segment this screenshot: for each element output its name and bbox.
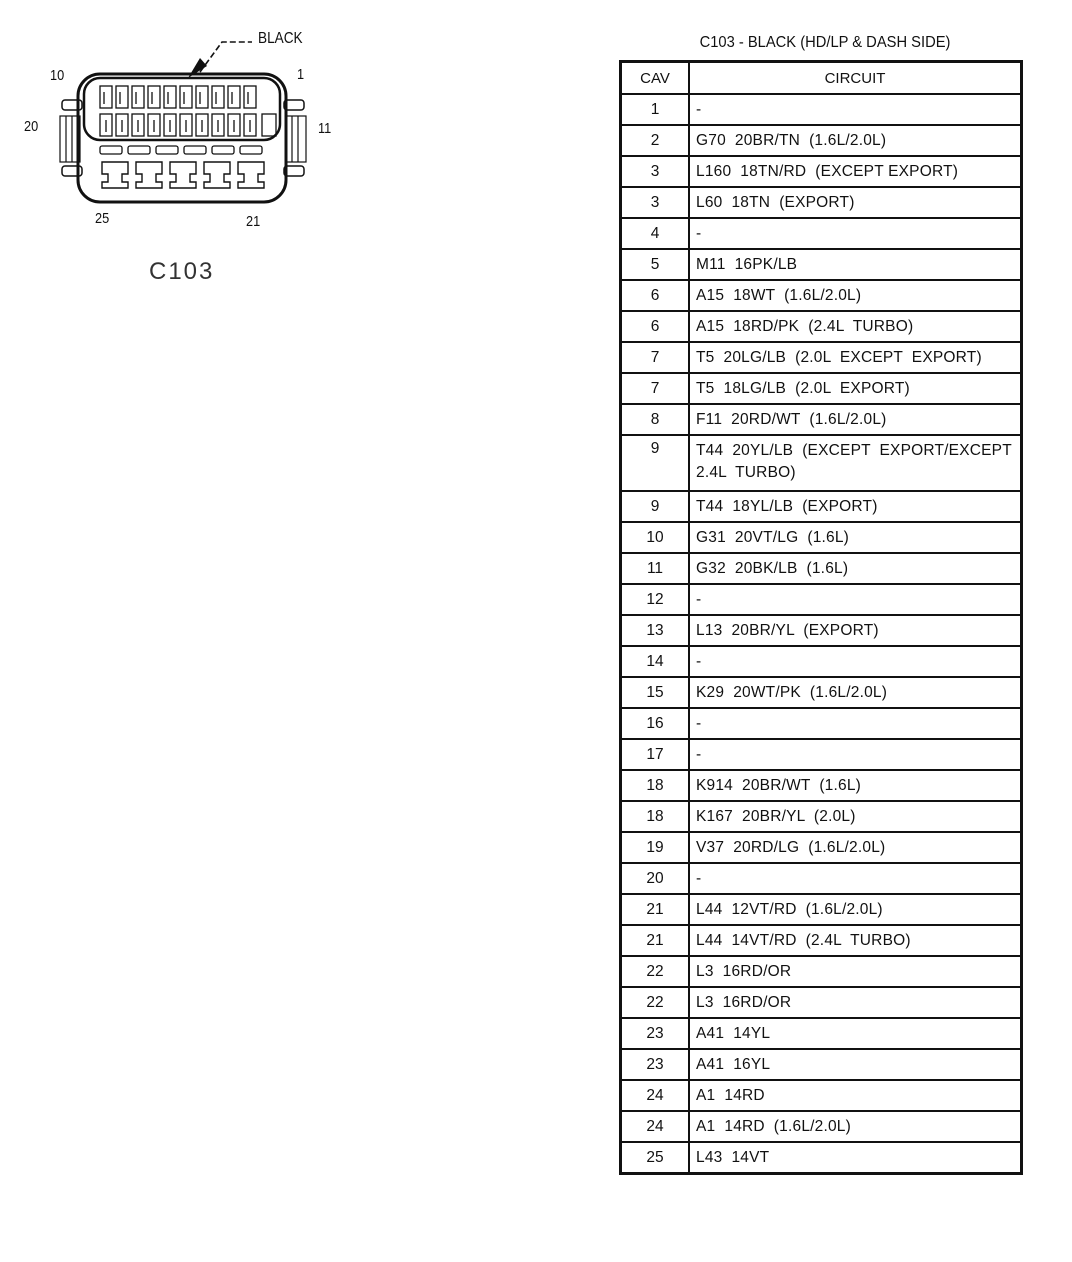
cav-cell: 13 <box>621 615 690 646</box>
circuit-cell: L44 14VT/RD (2.4L TURBO) <box>689 925 1022 956</box>
pinout-table-body <box>621 94 1022 1174</box>
table-row <box>621 956 1022 987</box>
pinout-table <box>619 60 1023 1175</box>
table-row <box>621 435 1022 491</box>
side-ribbing-right <box>286 116 306 162</box>
circuit-cell: L43 14VT <box>689 1142 1022 1174</box>
table-row <box>621 404 1022 435</box>
circuit-cell: G31 20VT/LG (1.6L) <box>689 522 1022 553</box>
table-row <box>621 677 1022 708</box>
circuit-cell: A41 14YL <box>689 1018 1022 1049</box>
table-row <box>621 894 1022 925</box>
pin-label-10: 10 <box>50 67 65 84</box>
circuit-cell: T44 20YL/LB (EXCEPT EXPORT/EXCEPT 2.4L TURBO) <box>689 435 1022 491</box>
cav-cell: 6 <box>621 311 690 342</box>
table-row <box>621 373 1022 404</box>
cav-cell: 23 <box>621 1049 690 1080</box>
table-row <box>621 801 1022 832</box>
circuit-cell: G70 20BR/TN (1.6L/2.0L) <box>689 125 1022 156</box>
circuit-cell: - <box>689 584 1022 615</box>
cav-cell: 18 <box>621 801 690 832</box>
cav-cell: 25 <box>621 1142 690 1174</box>
circuit-cell: L160 18TN/RD (EXCEPT EXPORT) <box>689 156 1022 187</box>
table-row <box>621 280 1022 311</box>
table-row <box>621 553 1022 584</box>
cav-cell: 12 <box>621 584 690 615</box>
cav-cell: 23 <box>621 1018 690 1049</box>
cav-cell: 9 <box>621 435 690 491</box>
cav-cell: 1 <box>621 94 690 125</box>
table-row <box>621 1111 1022 1142</box>
cav-cell: 5 <box>621 249 690 280</box>
circuit-cell: - <box>689 739 1022 770</box>
cav-cell: 8 <box>621 404 690 435</box>
table-row <box>621 987 1022 1018</box>
table-row <box>621 491 1022 522</box>
pin-label-20: 20 <box>24 118 39 135</box>
cav-cell: 18 <box>621 770 690 801</box>
table-row <box>621 342 1022 373</box>
circuit-cell: A1 14RD <box>689 1080 1022 1111</box>
cav-cell: 11 <box>621 553 690 584</box>
table-row <box>621 584 1022 615</box>
circuit-cell: L60 18TN (EXPORT) <box>689 187 1022 218</box>
separator-strip <box>100 146 262 154</box>
pin-label-1: 1 <box>297 66 305 83</box>
circuit-cell: G32 20BK/LB (1.6L) <box>689 553 1022 584</box>
cav-cell: 4 <box>621 218 690 249</box>
cav-cell: 2 <box>621 125 690 156</box>
cavity-row-3 <box>102 162 264 188</box>
circuit-column-header: CIRCUIT <box>689 62 1022 95</box>
circuit-cell: - <box>689 218 1022 249</box>
circuit-cell: A41 16YL <box>689 1049 1022 1080</box>
circuit-cell: - <box>689 708 1022 739</box>
cav-cell: 14 <box>621 646 690 677</box>
table-row <box>621 708 1022 739</box>
table-row <box>621 249 1022 280</box>
circuit-cell: T5 18LG/LB (2.0L EXPORT) <box>689 373 1022 404</box>
cav-cell: 16 <box>621 708 690 739</box>
table-row <box>621 1018 1022 1049</box>
table-row <box>621 156 1022 187</box>
cav-cell: 9 <box>621 491 690 522</box>
table-row <box>621 1080 1022 1111</box>
cav-cell: 6 <box>621 280 690 311</box>
cav-cell: 3 <box>621 187 690 218</box>
circuit-cell: L13 20BR/YL (EXPORT) <box>689 615 1022 646</box>
cav-cell: 7 <box>621 342 690 373</box>
circuit-cell: A15 18WT (1.6L/2.0L) <box>689 280 1022 311</box>
table-row <box>621 925 1022 956</box>
table-row <box>621 1142 1022 1174</box>
cav-cell: 21 <box>621 925 690 956</box>
pin-label-21: 21 <box>246 213 261 230</box>
circuit-cell: T5 20LG/LB (2.0L EXCEPT EXPORT) <box>689 342 1022 373</box>
circuit-cell: K914 20BR/WT (1.6L) <box>689 770 1022 801</box>
circuit-cell: M11 16PK/LB <box>689 249 1022 280</box>
cav-column-header: CAV <box>621 62 690 95</box>
cav-cell: 17 <box>621 739 690 770</box>
color-leader-line <box>200 42 252 72</box>
table-row <box>621 125 1022 156</box>
connector-face-drawing <box>0 0 360 300</box>
table-row <box>621 522 1022 553</box>
table-header-row <box>621 62 1022 95</box>
table-title: C103 - BLACK (HD/LP & DASH SIDE) <box>699 34 951 51</box>
circuit-cell: - <box>689 646 1022 677</box>
cav-cell: 22 <box>621 987 690 1018</box>
cavity-row-2 <box>100 114 276 136</box>
circuit-cell: - <box>689 863 1022 894</box>
table-row <box>621 863 1022 894</box>
cav-cell: 24 <box>621 1111 690 1142</box>
cav-cell: 21 <box>621 894 690 925</box>
table-row <box>621 739 1022 770</box>
table-row <box>621 832 1022 863</box>
table-row <box>621 187 1022 218</box>
connector-name: C103 <box>149 258 215 285</box>
circuit-cell: K167 20BR/YL (2.0L) <box>689 801 1022 832</box>
cav-cell: 7 <box>621 373 690 404</box>
cav-cell: 3 <box>621 156 690 187</box>
circuit-cell: L44 12VT/RD (1.6L/2.0L) <box>689 894 1022 925</box>
table-row <box>621 94 1022 125</box>
connector-body <box>78 74 286 202</box>
circuit-cell: - <box>689 94 1022 125</box>
circuit-cell: A1 14RD (1.6L/2.0L) <box>689 1111 1022 1142</box>
table-row <box>621 311 1022 342</box>
table-row <box>621 1049 1022 1080</box>
table-row <box>621 615 1022 646</box>
circuit-cell: K29 20WT/PK (1.6L/2.0L) <box>689 677 1022 708</box>
table-row <box>621 646 1022 677</box>
pin-label-25: 25 <box>95 210 110 227</box>
connector-color-label: BLACK <box>258 30 303 47</box>
circuit-cell: L3 16RD/OR <box>689 987 1022 1018</box>
circuit-cell: L3 16RD/OR <box>689 956 1022 987</box>
table-row <box>621 218 1022 249</box>
cav-cell: 24 <box>621 1080 690 1111</box>
circuit-cell: F11 20RD/WT (1.6L/2.0L) <box>689 404 1022 435</box>
cav-cell: 22 <box>621 956 690 987</box>
cav-cell: 10 <box>621 522 690 553</box>
cav-cell: 19 <box>621 832 690 863</box>
cav-cell: 15 <box>621 677 690 708</box>
circuit-cell: V37 20RD/LG (1.6L/2.0L) <box>689 832 1022 863</box>
pin-label-11: 11 <box>318 120 332 137</box>
connector-diagram <box>0 0 360 300</box>
cavity-row-1 <box>100 86 256 108</box>
circuit-cell: T44 18YL/LB (EXPORT) <box>689 491 1022 522</box>
table-row <box>621 770 1022 801</box>
circuit-cell: A15 18RD/PK (2.4L TURBO) <box>689 311 1022 342</box>
cav-cell: 20 <box>621 863 690 894</box>
